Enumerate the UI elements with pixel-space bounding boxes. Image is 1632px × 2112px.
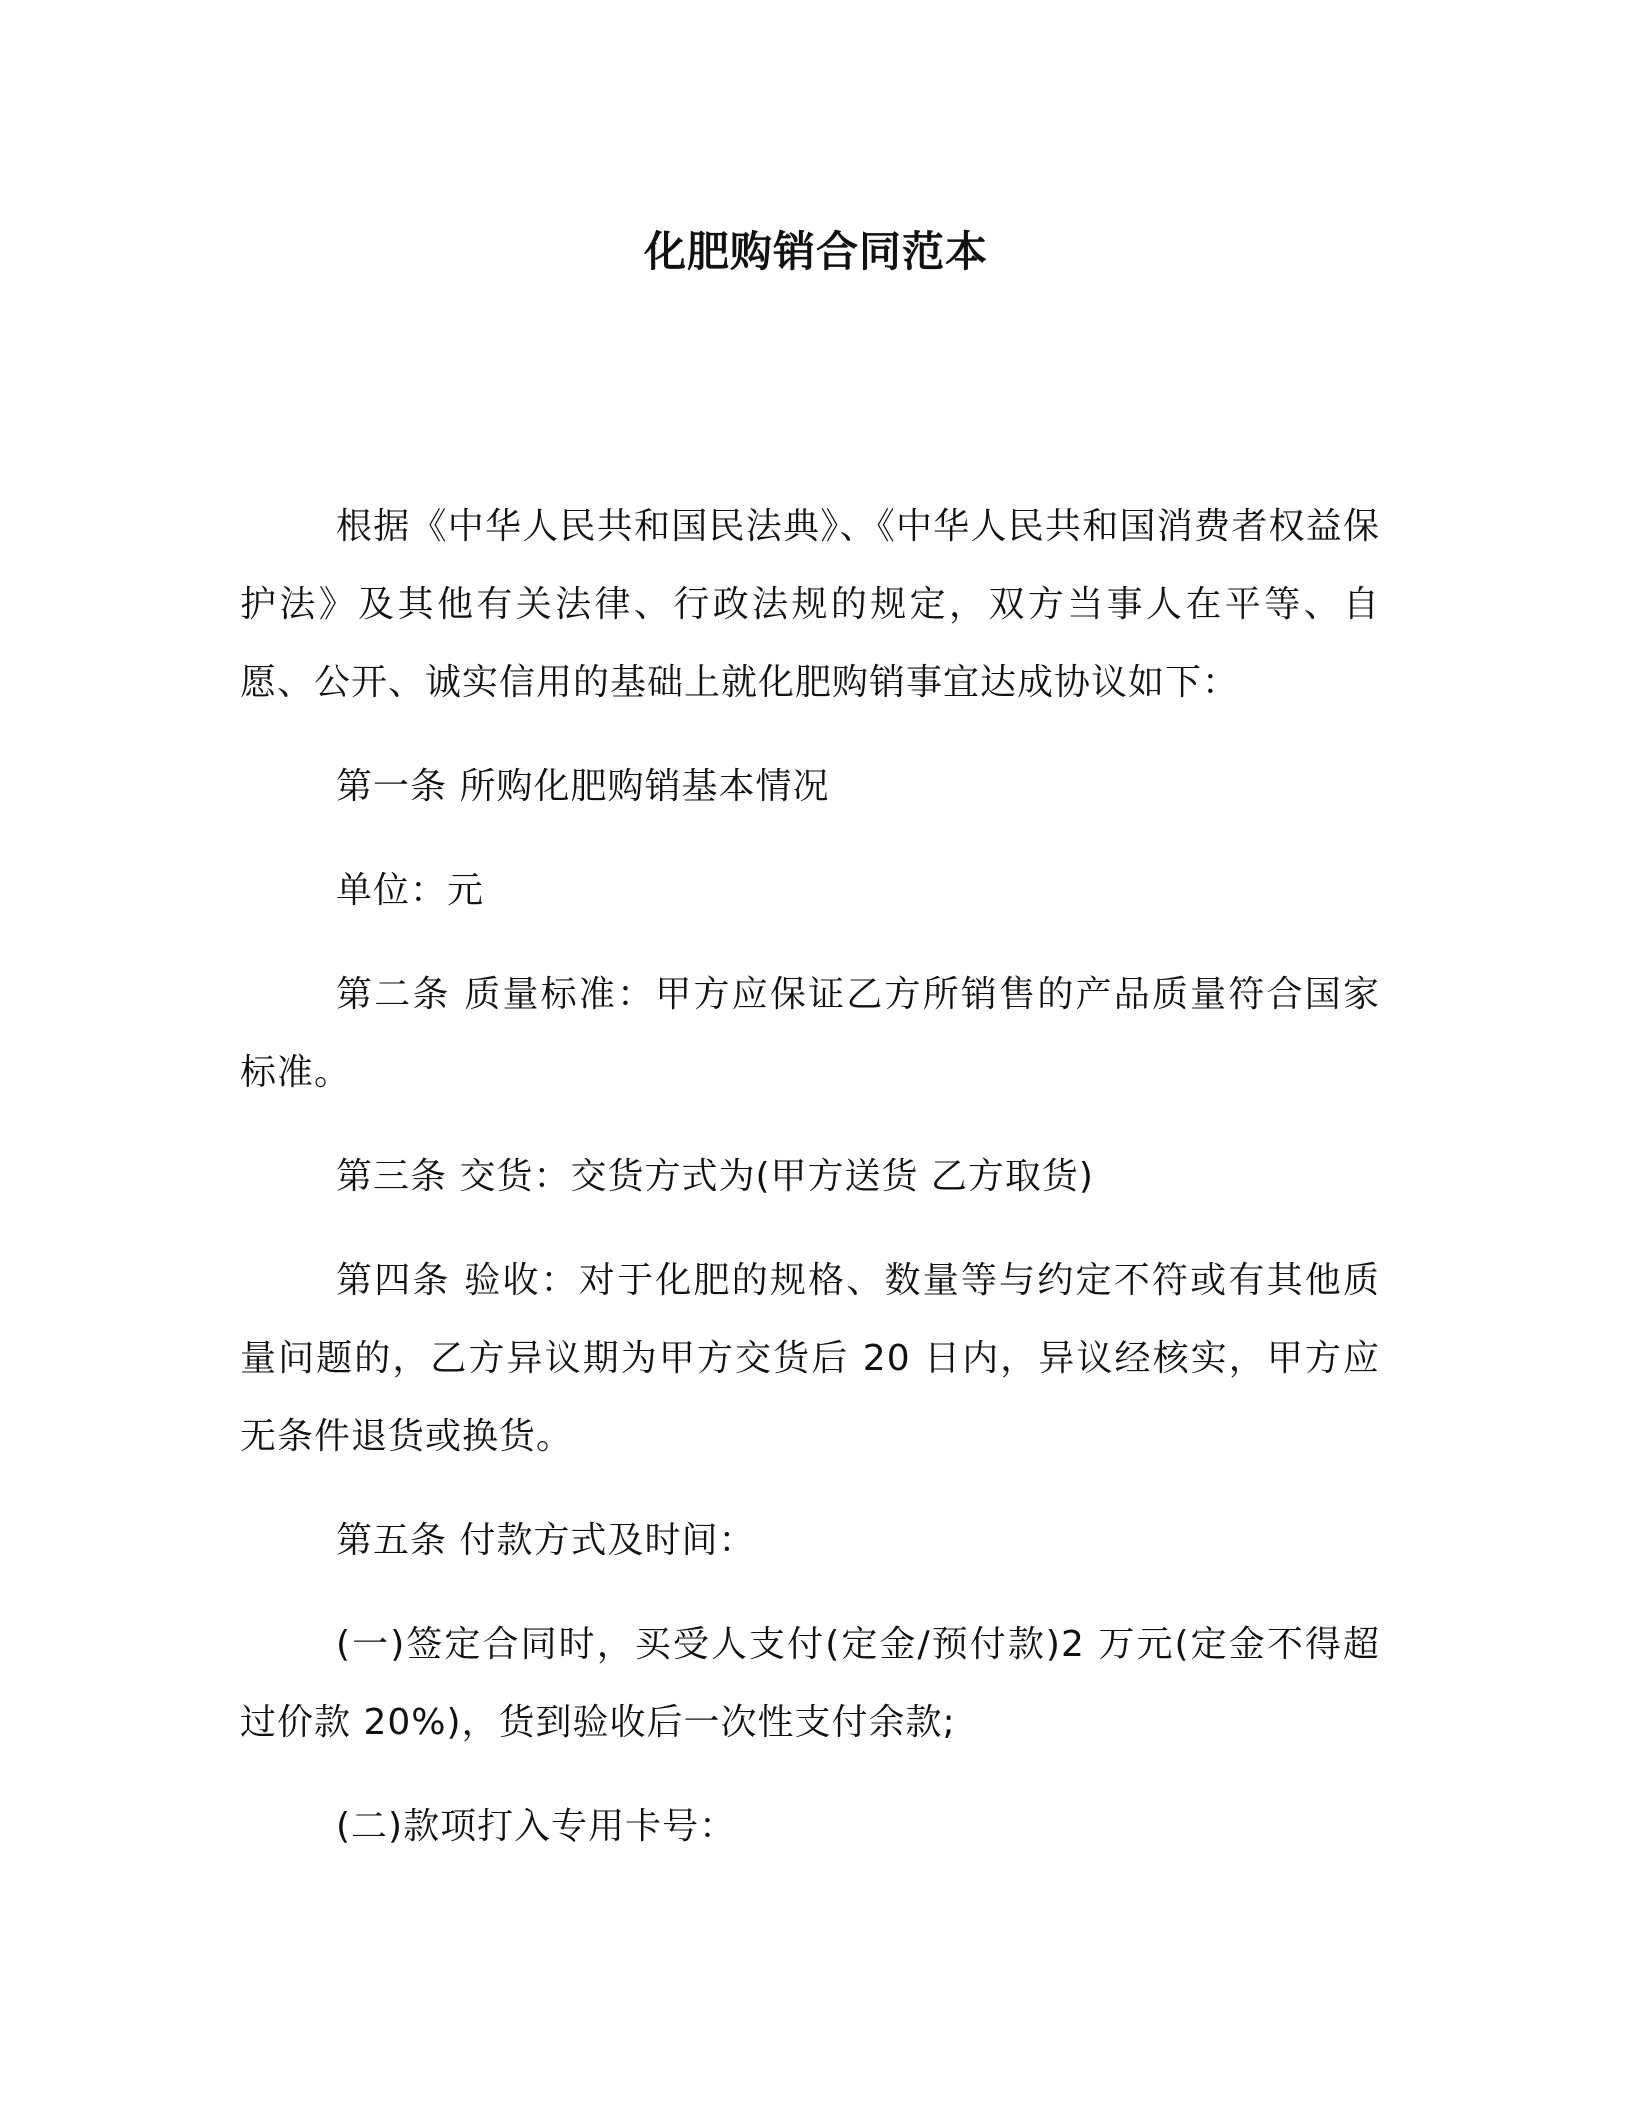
article-3-delivery: 第三条 交货：交货方式为(甲方送货 乙方取货) [336, 1156, 1094, 1197]
document-body [240, 488, 1380, 1892]
article-1-heading: 第一条 所购化肥购销基本情况 [336, 766, 830, 807]
unit-line: 单位：元 [336, 870, 485, 911]
article-4-inspection: 第四条 验收：对于化肥的规格、数量等与约定不符或有其他质量问题的，乙方异议期为甲方交货后 20 日内，异议经核实，甲方应无条件退货或换货。 [240, 1260, 1380, 1457]
payment-clause-2: (二)款项打入专用卡号： [336, 1806, 737, 1847]
article-5-payment-heading: 第五条 付款方式及时间： [336, 1520, 756, 1561]
article-2-quality-standard: 第二条 质量标准：甲方应保证乙方所销售的产品质量符合国家标准。 [240, 974, 1380, 1093]
preamble-paragraph: 根据《中华人民共和国民法典》、《中华人民共和国消费者权益保护法》及其他有关法律、行政法规的规定，双方当事人在平等、自愿、公开、诚实信用的基础上就化肥购销事宜达成协议如下： [240, 506, 1380, 703]
document-title: 化肥购销合同范本 [643, 227, 988, 276]
payment-clause-1: (一)签定合同时，买受人支付(定金/预付款)2 万元(定金不得超过价款 20%)，货到验收后一次性支付余款; [240, 1624, 1380, 1743]
